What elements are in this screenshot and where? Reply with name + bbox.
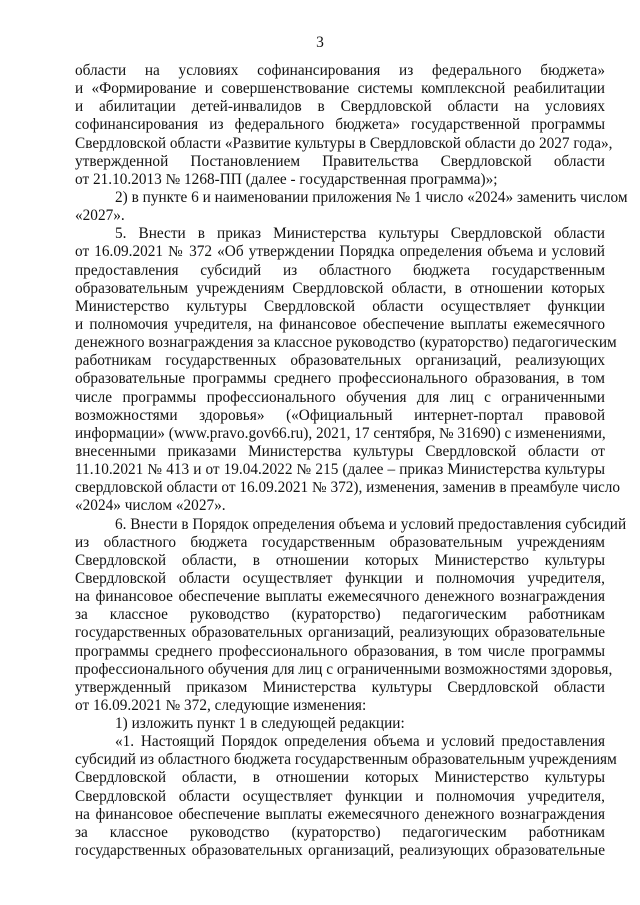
text-line: Свердловской области, в отношении которых Министерство культуры — [75, 769, 605, 787]
text-line: утвержденной Постановлением Правительства Свердловской области — [75, 152, 605, 170]
text-line: Свердловской области осуществляет функции и полномочия учредителя, — [75, 569, 605, 587]
document-body — [75, 62, 628, 860]
text-line: и полномочия учредителя, на финансовое обеспечение выплаты ежемесячного — [75, 315, 605, 333]
text-line: от 21.10.2013 № 1268-ПП (далее - государственная программа)»; — [75, 170, 498, 188]
text-line: 2) в пункте 6 и наименовании приложения № 1 число «2024» заменить числом — [115, 188, 628, 206]
text-line: и «Формирование и совершенствование системы комплексной реабилитации — [75, 80, 605, 98]
text-line: денежного вознаграждения за классное руководство (кураторство) педагогическим — [75, 334, 617, 352]
text-line: внесенными приказами Министерства культуры Свердловской области от — [75, 442, 605, 460]
text-line: «1. Настоящий Порядок определения объема и условий предоставления — [115, 733, 605, 751]
text-line: Министерство культуры Свердловской области осуществляет функции — [75, 297, 605, 315]
text-line: «2024» числом «2027». — [75, 497, 226, 515]
text-line: государственных образовательных организаций, реализующих образовательные — [75, 624, 605, 642]
text-line: утвержденный приказом Министерства культуры Свердловской области — [75, 678, 605, 696]
text-line: «2027». — [75, 207, 125, 225]
text-line: области на условиях софинансирования из федерального бюджета» — [75, 62, 605, 79]
text-line: работникам государственных образовательных организаций, реализующих — [75, 352, 605, 370]
text-line: возможностями здоровья» («Официальный интернет-портал правовой — [75, 406, 605, 424]
text-line: государственных образовательных организаций, реализующих образовательные — [75, 842, 605, 860]
text-line: на финансовое обеспечение выплаты ежемесячного денежного вознаграждения — [75, 588, 605, 606]
text-line: 1) изложить пункт 1 в следующей редакции: — [115, 715, 405, 733]
text-line: предоставления субсидий из областного бюджета государственным — [75, 261, 605, 279]
text-line: числе программы профессионального обучения для лиц с ограниченными — [75, 388, 605, 406]
text-line: 11.10.2021 № 413 и от 19.04.2022 № 215 (далее – приказ Министерства культуры — [75, 461, 605, 479]
text-line: программы среднего профессионального образования, в том числе программы — [75, 642, 605, 660]
text-line: софинансирования из федерального бюджета» государственной программы — [75, 116, 605, 134]
text-line: свердловской области от 16.09.2021 № 372), изменения, заменив в преамбуле число — [75, 479, 621, 497]
text-line: 5. Внести в приказ Министерства культуры Свердловской области — [115, 225, 605, 243]
text-line: за классное руководство (кураторство) педагогическим работникам — [75, 606, 605, 624]
text-line: субсидий из областного бюджета государственным образовательным учреждениям — [75, 751, 617, 769]
text-line: образовательные программы среднего профессионального образования, в том — [75, 370, 605, 388]
text-line: от 16.09.2021 № 372 «Об утверждении Порядка определения объема и условий — [75, 243, 605, 261]
text-line: за классное руководство (кураторство) педагогическим работникам — [75, 823, 605, 841]
text-line: Свердловской области, в отношении которых Министерство культуры — [75, 551, 605, 569]
page-number: 3 — [316, 34, 324, 51]
text-line: профессионального обучения для лиц с ограниченными возможностями здоровья, — [75, 660, 613, 678]
text-line: Свердловской области «Развитие культуры в Свердловской области до 2027 года», — [75, 134, 613, 152]
text-line: на финансовое обеспечение выплаты ежемесячного денежного вознаграждения — [75, 805, 605, 823]
text-line: информации» (www.pravo.gov66.ru), 2021, 17 сентября, № 31690) с изменениями, — [75, 424, 606, 442]
text-line: 6. Внести в Порядок определения объема и условий предоставления субсидий — [115, 515, 627, 533]
text-line: образовательным учреждениям Свердловской области, в отношении которых — [75, 279, 605, 297]
text-line: и абилитации детей-инвалидов в Свердловской области на условиях — [75, 98, 605, 116]
text-line: из областного бюджета государственным образовательным учреждениям — [75, 533, 605, 551]
text-line: от 16.09.2021 № 372, следующие изменения: — [75, 696, 367, 714]
text-line: Свердловской области осуществляет функции и полномочия учредителя, — [75, 787, 605, 805]
